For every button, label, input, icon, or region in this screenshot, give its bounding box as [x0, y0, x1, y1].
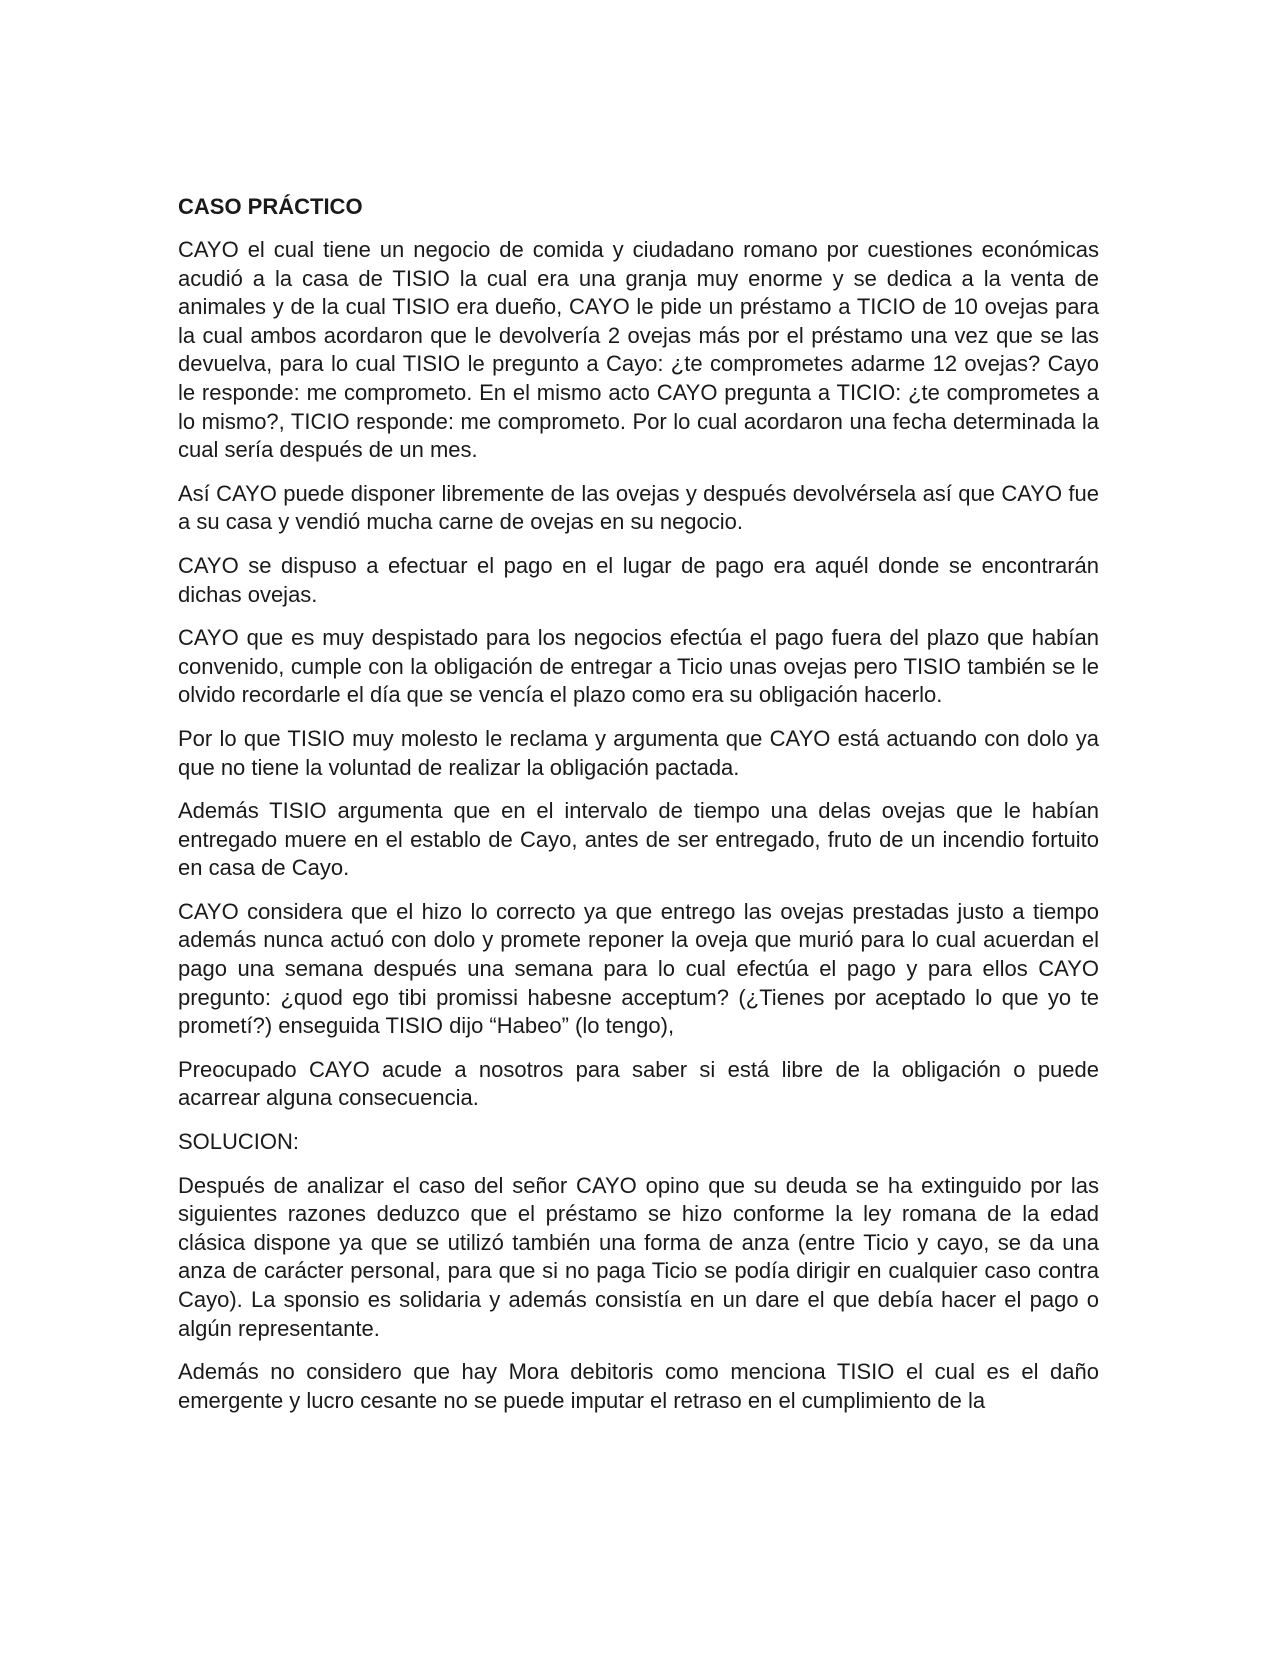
document-body — [178, 193, 1099, 1430]
paragraph-question: Preocupado CAYO acude a nosotros para saber si está libre de la obligación o puede acarrear alguna consecuencia. — [178, 1056, 1099, 1111]
paragraph-complaint: Por lo que TISIO muy molesto le reclama y argumenta que CAYO está actuando con dolo ya que no tiene la voluntad de realizar la obligación pactada. — [178, 725, 1099, 780]
paragraph-payment-place: CAYO se dispuso a efectuar el pago en el lugar de pago era aquél donde se encontrarán dichas ovejas. — [178, 552, 1099, 607]
paragraph-solution-analysis: Después de analizar el caso del señor CAYO opino que su deuda se ha extinguido por las siguientes razones deduzco que el préstamo se hizo conforme la ley romana de la edad clásica dispone ya que se utilizó también una forma de anza (entre Ticio y cayo, se da una anza de carácter personal, para que si no paga Ticio se podía dirigir en cualquier caso contra Cayo). La sponsio es solidaria y además consistía en un dare el que debía hacer el pago o algún representante. — [178, 1172, 1099, 1341]
paragraph-solution-mora: Además no considero que hay Mora debitoris como menciona TISIO el cual es el daño emergente y lucro cesante no se puede imputar el retraso en el cumplimiento de la — [178, 1359, 1099, 1413]
paragraph-case-intro: CAYO el cual tiene un negocio de comida y ciudadano romano por cuestiones económicas acudió a la casa de TISIO la cual era una granja muy enorme y se dedica a la venta de animales y de la cual TISIO era dueño, CAYO le pide un préstamo a TICIO de 10 ovejas para la cual ambos acordaron que le devolvería 2 ovejas más por el préstamo una vez que se las devuelva, para lo cual TISIO le pregunto a Cayo: ¿te comprometes adarme 12 ovejas? Cayo le responde: me comprometo. En el mismo acto CAYO pregunta a TICIO: ¿te comprometes a lo mismo?, TICIO responde: me comprometo. Por lo cual acordaron una fecha determinada la cual sería después de un mes. — [178, 237, 1099, 463]
document-title: CASO PRÁCTICO — [178, 194, 363, 219]
paragraph-disposal: Así CAYO puede disponer libremente de las ovejas y después devolvérsela así que CAYO fue a su casa y vendió mucha carne de ovejas en su negocio. — [178, 480, 1099, 535]
paragraph-acceptilatio: CAYO considera que el hizo lo correcto ya que entrego las ovejas prestadas justo a tiempo además nunca actuó con dolo y promete reponer la oveja que murió para lo cual acuerdan el pago una semana después una semana para lo cual efectúa el pago y para ellos CAYO pregunto: ¿quod ego tibi promissi habesne acceptum? (¿Tienes por aceptado lo que yo te prometí?) enseguida TISIO dijo “Habeo” (lo tengo), — [178, 898, 1099, 1039]
paragraph-fire: Además TISIO argumenta que en el intervalo de tiempo una delas ovejas que le habían entregado muere en el establo de Cayo, antes de ser entregado, fruto de un incendio fortuito en casa de Cayo. — [178, 798, 1099, 881]
paragraph-late-payment: CAYO que es muy despistado para los negocios efectúa el pago fuera del plazo que habían convenido, cumple con la obligación de entregar a Ticio unas ovejas pero TISIO también se le olvido recordarle el día que se vencía el plazo como era su obligación hacerlo. — [178, 625, 1099, 708]
solution-heading: SOLUCION: — [178, 1129, 300, 1155]
